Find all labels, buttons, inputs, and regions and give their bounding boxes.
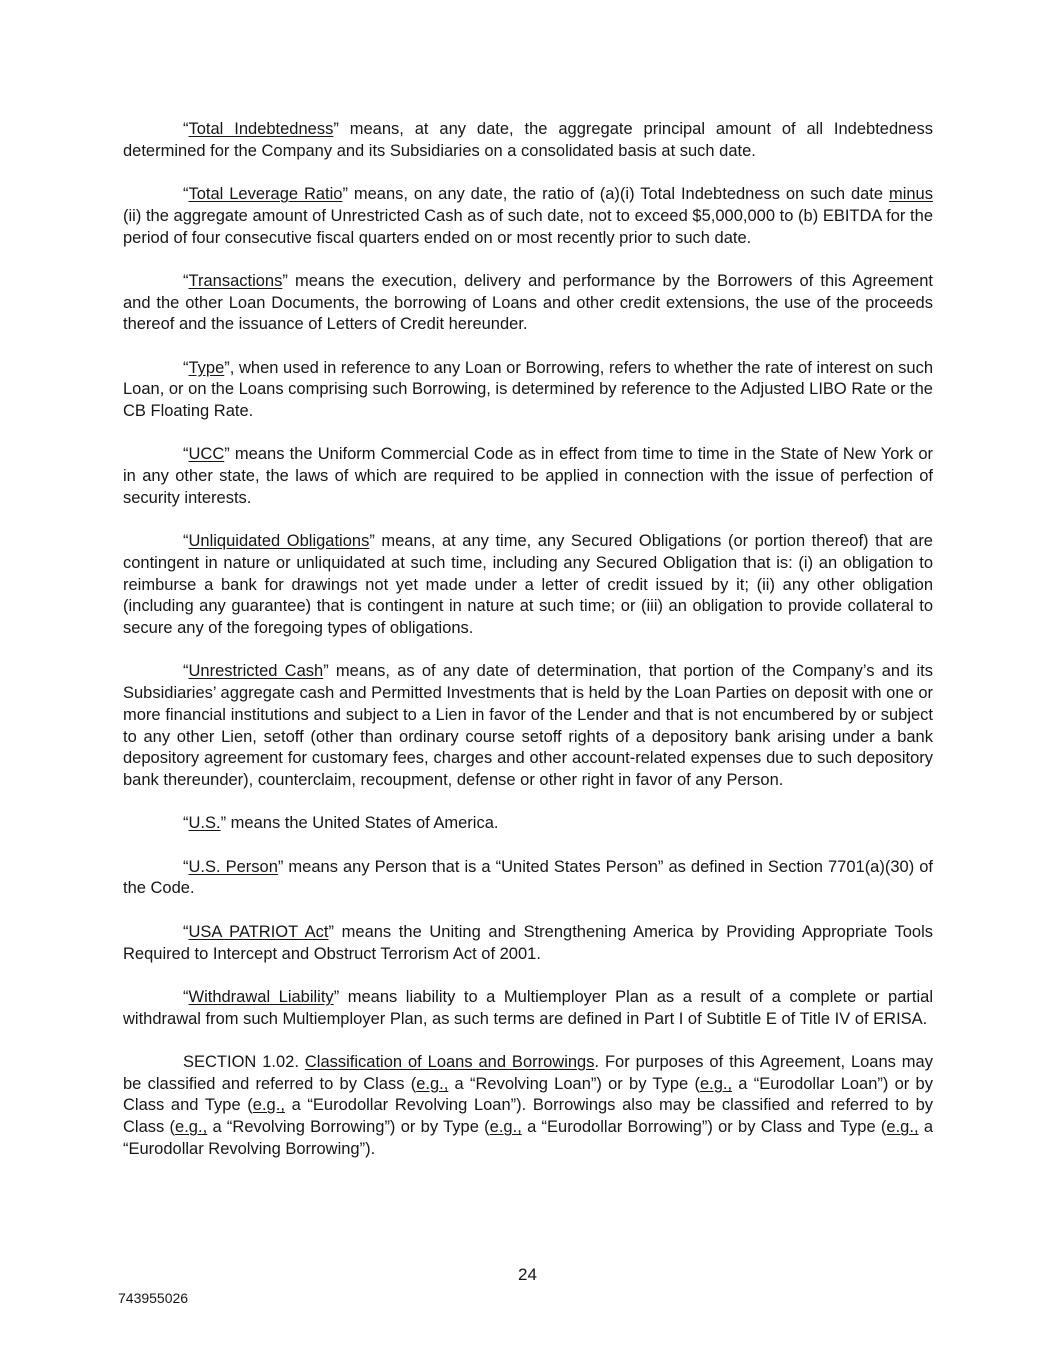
def-withdrawal-liability <box>123 987 933 1030</box>
underlined-term: e.g., <box>489 1118 522 1137</box>
text-segment: ”, when used in reference to any Loan or Borrowing, refers to whether the rate of interest on such Loan, or on the Loans comprising such Borrowing, is determined by reference to the Adjusted LIBO Rate or the CB Floating Rate. <box>123 358 933 421</box>
text-segment: ” means the Uniform Commercial Code as in effect from time to time in the State of New York or in any other state, the laws of which are required to be applied in connection with the issue of perfection of security interests. <box>123 445 933 507</box>
document-body <box>123 119 933 1182</box>
text-segment: “ <box>183 358 189 377</box>
underlined-term: e.g., <box>416 1074 449 1093</box>
text-segment: “ <box>183 922 189 941</box>
underlined-term: Withdrawal Liability <box>188 987 334 1006</box>
text-segment: “ <box>183 987 189 1006</box>
underlined-term: UCC <box>188 445 225 464</box>
page-number: 24 <box>518 1265 537 1284</box>
text-segment: “ <box>183 857 189 876</box>
def-total-leverage-ratio <box>123 184 933 249</box>
text-segment: a “Eurodollar Revolving Loan”). Borrowings also may be classified and referred to by Class ( <box>123 1096 933 1137</box>
text-segment: ” means, at any time, any Secured Obligations (or portion thereof) that are contingent in nature or unliquidated at such time, including any Secured Obligation that is: (i) an obligation to reimburse a bank for drawings not yet made under a letter of credit issued by it; (ii) any other obligation (including any guarantee) that is contingent in nature at such time; or (iii) an obligation to provide collateral to secure any of the foregoing types of obligations. <box>123 532 933 638</box>
def-us <box>123 813 933 835</box>
def-transactions <box>123 271 933 336</box>
underlined-term: minus <box>888 185 933 204</box>
underlined-term: U.S. Person <box>188 857 278 876</box>
def-usa-patriot-act <box>123 922 933 965</box>
text-segment: ” means the United States of America. <box>220 814 499 833</box>
text-segment: “ <box>183 662 189 681</box>
underlined-term: Total Indebtedness <box>188 120 334 138</box>
text-segment: “ <box>183 120 189 138</box>
text-segment: ” means the Uniting and Strengthening America by Providing Appropriate Tools Required to Intercept and Obstruct Terrorism Act of 2001. <box>123 922 933 963</box>
underlined-term: e.g., <box>175 1118 208 1137</box>
text-segment: ” means, as of any date of determination, that portion of the Company’s and its Subsidiaries’ aggregate cash and Permitted Investments that is held by the Loan Parties on deposit with one or more financial institutions and subject to a Lien in favor of the Lender and that is not encumbered by or subject to any other Lien, setoff (other than ordinary course setoff rights of a depository bank arising under a bank depository agreement for customary fees, charges and other account-related expenses due to such depository bank thereunder), counterclaim, recoupment, defense or other right in favor of any Person. <box>123 662 933 789</box>
def-ucc <box>123 444 933 509</box>
text-segment: SECTION 1.02. <box>183 1053 305 1072</box>
underlined-term: Unliquidated Obligations <box>188 532 370 551</box>
text-segment: a “Revolving Loan”) or by Type ( <box>448 1074 700 1093</box>
text-segment: “ <box>183 271 189 290</box>
text-segment: “ <box>183 814 189 833</box>
text-segment: . For purposes of this Agreement, Loans may be classified and referred to by Class ( <box>123 1053 933 1093</box>
def-unliquidated-obligations <box>123 531 933 640</box>
section-1-02 <box>123 1052 933 1161</box>
underlined-term: U.S. <box>188 814 221 833</box>
text-segment: “ <box>183 445 189 464</box>
underlined-term: Classification of Loans and Borrowings <box>304 1053 595 1072</box>
text-segment: ” means the execution, delivery and performance by the Borrowers of this Agreement and the other Loan Documents, the borrowing of Loans and other credit extensions, the use of the proceeds thereof and the issuance of Letters of Credit hereunder. <box>123 271 933 334</box>
underlined-term: e.g., <box>886 1118 919 1137</box>
document-id: 743955026 <box>118 1290 189 1306</box>
text-segment: a “Revolving Borrowing”) or by Type ( <box>207 1118 490 1137</box>
underlined-term: Unrestricted Cash <box>188 662 324 681</box>
def-us-person <box>123 857 933 900</box>
underlined-term: Transactions <box>188 271 283 290</box>
text-segment: a “Eurodollar Revolving Borrowing”). <box>123 1118 933 1158</box>
text-segment: a “Eurodollar Borrowing”) or by Class and Type ( <box>521 1118 887 1137</box>
text-segment: (ii) the aggregate amount of Unrestricted Cash as of such date, not to exceed $5,000,000 to (b) EBITDA for the period of four consecutive fiscal quarters ended on or most recently prior to such date. <box>123 206 933 247</box>
underlined-term: Total Leverage Ratio <box>188 185 343 204</box>
text-segment: ” means any Person that is a “United States Person” as defined in Section 7701(a)(30) of the Code. <box>123 857 933 898</box>
underlined-term: USA PATRIOT Act <box>188 922 329 941</box>
def-total-indebtedness <box>123 119 933 162</box>
text-segment: “ <box>183 532 189 551</box>
text-segment: “ <box>183 185 189 204</box>
def-unrestricted-cash <box>123 661 933 791</box>
underlined-term: e.g., <box>699 1074 733 1093</box>
text-segment: ” means, on any date, the ratio of (a)(i) Total Indebtedness on such date <box>342 185 889 204</box>
underlined-term: e.g., <box>252 1096 285 1115</box>
text-segment: ” means liability to a Multiemployer Plan as a result of a complete or partial withdrawal from such Multiemployer Plan, as such terms are defined in Part I of Subtitle E of Title IV of ERISA. <box>123 987 934 1028</box>
text-segment: ” means, at any date, the aggregate principal amount of all Indebtedness determined for the Company and its Subsidiaries on a consolidated basis at such date. <box>123 120 933 160</box>
def-type <box>123 358 933 423</box>
text-segment: a “Eurodollar Loan”) or by Class and Type ( <box>123 1074 933 1115</box>
underlined-term: Type <box>188 358 225 377</box>
